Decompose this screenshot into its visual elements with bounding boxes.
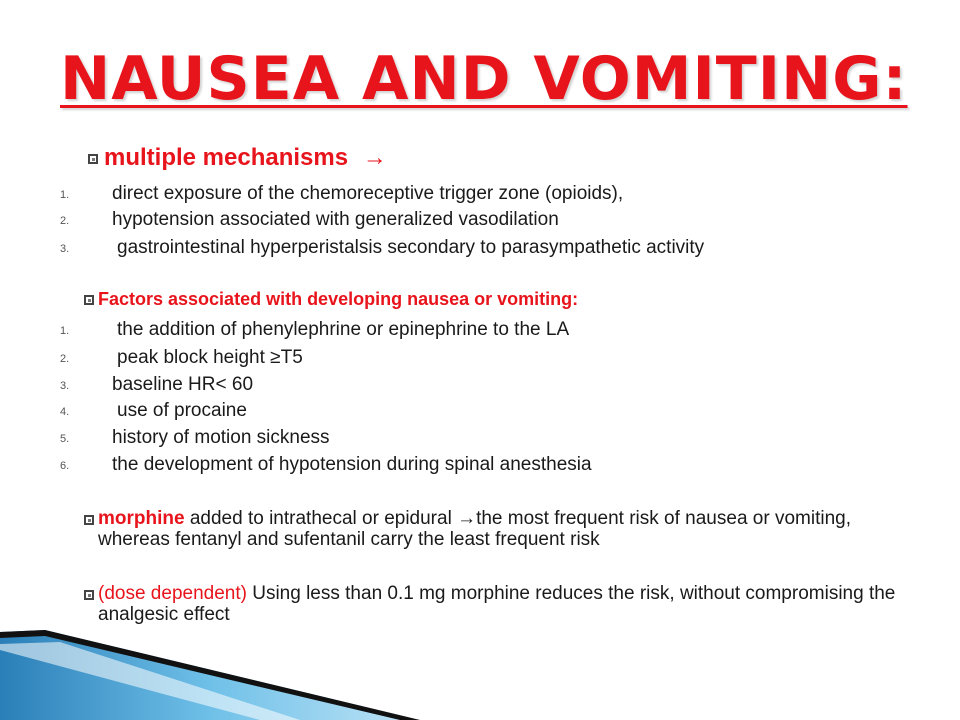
list-number: 3. (60, 243, 70, 255)
section1-heading (104, 144, 387, 172)
list-item: hypotension associated with generalized vasodilation (112, 209, 559, 230)
list-number: 6. (60, 460, 70, 472)
list-number: 1. (60, 325, 70, 337)
list-item: the development of hypotension during spinal anesthesia (112, 454, 592, 475)
section3-paragraph (98, 508, 918, 550)
section4-paragraph (98, 583, 918, 625)
list-item: use of procaine (117, 400, 247, 421)
list-number: 5. (60, 433, 70, 445)
slide-title: NAUSEA AND VOMITING: (60, 44, 908, 114)
list-item: baseline HR< 60 (112, 374, 254, 395)
square-bullet-icon (84, 590, 94, 600)
list-item: history of motion sickness (112, 427, 330, 448)
morphine-highlight: morphine (98, 508, 185, 529)
decorative-swoosh (0, 620, 420, 720)
square-bullet-icon (88, 154, 98, 164)
list-item: direct exposure of the chemoreceptive trigger zone (opioids), (112, 183, 624, 204)
list-number: 3. (60, 380, 70, 392)
square-bullet-icon (84, 515, 94, 525)
list-item: gastrointestinal hyperperistalsis secondary to parasympathetic activity (117, 237, 705, 258)
right-arrow-icon: → (362, 144, 387, 171)
section4-text: Using less than 0.1 mg morphine reduces the risk, without compromising the analgesic effect (98, 583, 896, 625)
list-number: 1. (60, 189, 70, 201)
list-number: 2. (60, 353, 70, 365)
list-item: the addition of phenylephrine or epinephrine to the LA (117, 319, 570, 340)
section2-heading: Factors associated with developing nausea or vomiting: (98, 289, 579, 309)
section3-text: added to intrathecal or epidural →the most frequent risk of nausea or vomiting, whereas fentanyl and sufentanil carry the least frequent risk (98, 508, 851, 550)
dose-dependent-highlight: (dose dependent) (98, 583, 247, 604)
list-item: peak block height ≥T5 (117, 347, 303, 368)
list-number: 4. (60, 406, 70, 418)
square-bullet-icon (84, 295, 94, 305)
list-number: 2. (60, 215, 70, 227)
section1-heading-text: multiple mechanisms (104, 144, 349, 171)
